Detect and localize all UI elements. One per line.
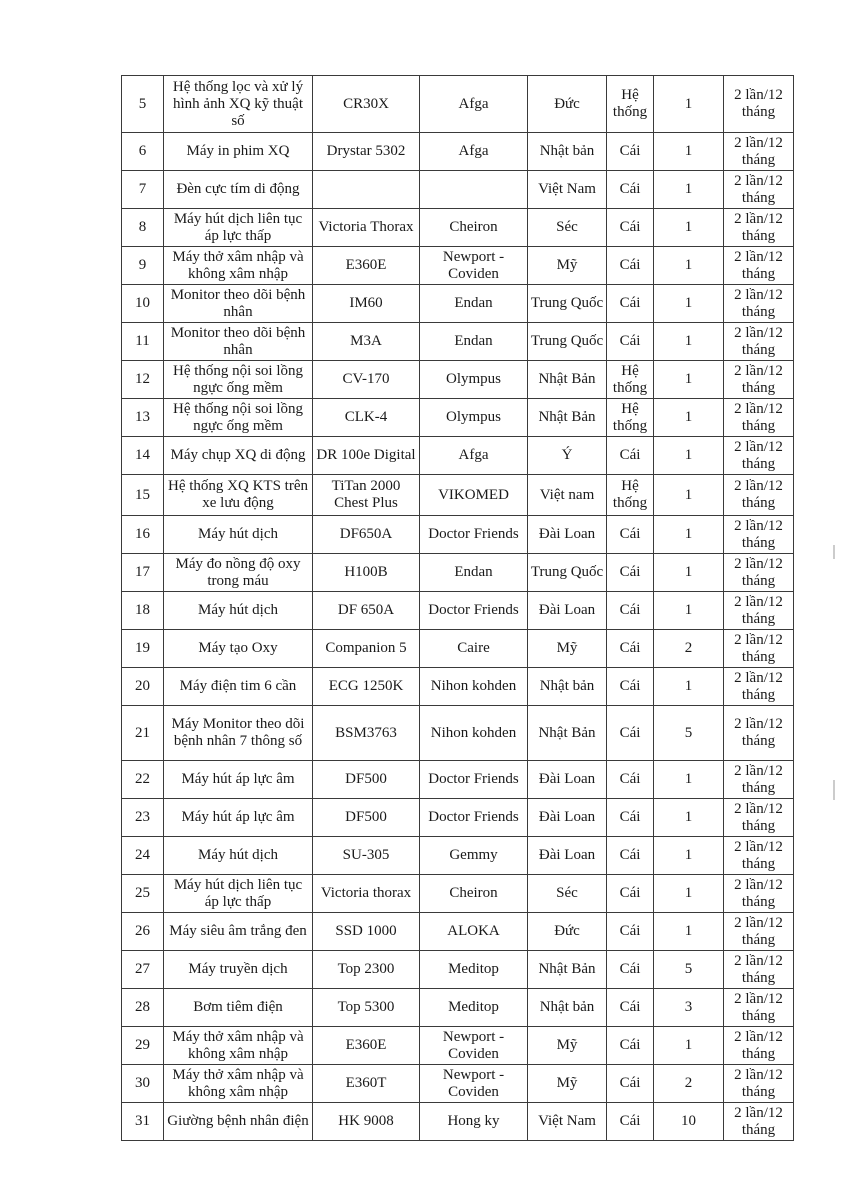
quantity-cell: 1 xyxy=(654,399,724,437)
model-cell: DF650A xyxy=(313,516,420,554)
quantity-cell: 1 xyxy=(654,761,724,799)
model-cell: HK 9008 xyxy=(313,1103,420,1141)
device-name-cell: Máy hút dịch xyxy=(164,837,313,875)
table-row xyxy=(122,989,794,1027)
unit-cell: Cái xyxy=(607,837,654,875)
quantity-cell: 1 xyxy=(654,554,724,592)
quantity-cell: 1 xyxy=(654,837,724,875)
unit-cell: Hệ thống xyxy=(607,475,654,516)
row-number-cell: 16 xyxy=(122,516,164,554)
device-name-cell: Máy in phim XQ xyxy=(164,133,313,171)
quantity-cell: 1 xyxy=(654,285,724,323)
quantity-cell: 1 xyxy=(654,76,724,133)
model-cell: E360T xyxy=(313,1065,420,1103)
quantity-cell: 1 xyxy=(654,323,724,361)
row-number-cell: 7 xyxy=(122,171,164,209)
manufacturer-cell: Olympus xyxy=(420,399,528,437)
origin-cell: Đài Loan xyxy=(528,761,607,799)
manufacturer-cell: VIKOMED xyxy=(420,475,528,516)
schedule-cell: 2 lần/12 tháng xyxy=(724,630,794,668)
row-number-cell: 19 xyxy=(122,630,164,668)
schedule-cell: 2 lần/12 tháng xyxy=(724,668,794,706)
device-name-cell: Máy tạo Oxy xyxy=(164,630,313,668)
model-cell: DR 100e Digital xyxy=(313,437,420,475)
schedule-cell: 2 lần/12 tháng xyxy=(724,323,794,361)
manufacturer-cell: Afga xyxy=(420,76,528,133)
quantity-cell: 1 xyxy=(654,592,724,630)
manufacturer-cell: Newport - Coviden xyxy=(420,247,528,285)
schedule-cell: 2 lần/12 tháng xyxy=(724,209,794,247)
table-row xyxy=(122,361,794,399)
device-name-cell: Máy đo nồng độ oxy trong máu xyxy=(164,554,313,592)
schedule-cell: 2 lần/12 tháng xyxy=(724,247,794,285)
unit-cell: Cái xyxy=(607,554,654,592)
manufacturer-cell: Cheiron xyxy=(420,875,528,913)
schedule-cell: 2 lần/12 tháng xyxy=(724,592,794,630)
origin-cell: Nhật Bản xyxy=(528,951,607,989)
table-row xyxy=(122,630,794,668)
manufacturer-cell: Caire xyxy=(420,630,528,668)
quantity-cell: 5 xyxy=(654,706,724,761)
unit-cell: Hệ thống xyxy=(607,76,654,133)
origin-cell: Nhật Bản xyxy=(528,399,607,437)
unit-cell: Cái xyxy=(607,630,654,668)
device-name-cell: Máy truyền dịch xyxy=(164,951,313,989)
row-number-cell: 25 xyxy=(122,875,164,913)
table-row xyxy=(122,285,794,323)
model-cell: DF 650A xyxy=(313,592,420,630)
quantity-cell: 1 xyxy=(654,475,724,516)
device-name-cell: Máy thở xâm nhập và không xâm nhập xyxy=(164,1027,313,1065)
origin-cell: Đức xyxy=(528,913,607,951)
model-cell: CLK-4 xyxy=(313,399,420,437)
unit-cell: Cái xyxy=(607,437,654,475)
unit-cell: Cái xyxy=(607,209,654,247)
manufacturer-cell: ALOKA xyxy=(420,913,528,951)
row-number-cell: 28 xyxy=(122,989,164,1027)
device-name-cell: Máy hút dịch liên tục áp lực thấp xyxy=(164,209,313,247)
manufacturer-cell: Nihon kohden xyxy=(420,706,528,761)
manufacturer-cell: Endan xyxy=(420,323,528,361)
model-cell xyxy=(313,171,420,209)
model-cell: E360E xyxy=(313,247,420,285)
table-row xyxy=(122,875,794,913)
row-number-cell: 31 xyxy=(122,1103,164,1141)
schedule-cell: 2 lần/12 tháng xyxy=(724,951,794,989)
model-cell: Victoria thorax xyxy=(313,875,420,913)
scan-edge-mark xyxy=(833,545,835,559)
model-cell: CR30X xyxy=(313,76,420,133)
schedule-cell: 2 lần/12 tháng xyxy=(724,1027,794,1065)
schedule-cell: 2 lần/12 tháng xyxy=(724,554,794,592)
unit-cell: Cái xyxy=(607,133,654,171)
row-number-cell: 10 xyxy=(122,285,164,323)
quantity-cell: 1 xyxy=(654,171,724,209)
unit-cell: Cái xyxy=(607,171,654,209)
row-number-cell: 5 xyxy=(122,76,164,133)
origin-cell: Mỹ xyxy=(528,1065,607,1103)
origin-cell: Trung Quốc xyxy=(528,323,607,361)
manufacturer-cell: Meditop xyxy=(420,951,528,989)
device-name-cell: Monitor theo dõi bệnh nhân xyxy=(164,323,313,361)
unit-cell: Cái xyxy=(607,1027,654,1065)
unit-cell: Cái xyxy=(607,668,654,706)
table-row xyxy=(122,837,794,875)
device-name-cell: Bơm tiêm điện xyxy=(164,989,313,1027)
manufacturer-cell: Doctor Friends xyxy=(420,761,528,799)
model-cell: DF500 xyxy=(313,799,420,837)
manufacturer-cell: Doctor Friends xyxy=(420,516,528,554)
origin-cell: Séc xyxy=(528,875,607,913)
unit-cell: Cái xyxy=(607,913,654,951)
origin-cell: Nhật bản xyxy=(528,668,607,706)
origin-cell: Trung Quốc xyxy=(528,554,607,592)
table-row xyxy=(122,171,794,209)
device-name-cell: Hệ thống lọc và xử lý hình ảnh XQ kỹ thuật số xyxy=(164,76,313,133)
origin-cell: Trung Quốc xyxy=(528,285,607,323)
origin-cell: Việt Nam xyxy=(528,1103,607,1141)
quantity-cell: 1 xyxy=(654,247,724,285)
scan-edge-mark xyxy=(833,780,835,800)
manufacturer-cell: Doctor Friends xyxy=(420,592,528,630)
quantity-cell: 2 xyxy=(654,1065,724,1103)
table-row xyxy=(122,1027,794,1065)
manufacturer-cell: Meditop xyxy=(420,989,528,1027)
unit-cell: Cái xyxy=(607,706,654,761)
quantity-cell: 10 xyxy=(654,1103,724,1141)
row-number-cell: 21 xyxy=(122,706,164,761)
quantity-cell: 1 xyxy=(654,209,724,247)
schedule-cell: 2 lần/12 tháng xyxy=(724,475,794,516)
table-row xyxy=(122,592,794,630)
manufacturer-cell: Newport - Coviden xyxy=(420,1027,528,1065)
origin-cell: Việt Nam xyxy=(528,171,607,209)
device-name-cell: Đèn cực tím di động xyxy=(164,171,313,209)
schedule-cell: 2 lần/12 tháng xyxy=(724,837,794,875)
manufacturer-cell: Olympus xyxy=(420,361,528,399)
unit-cell: Hệ thống xyxy=(607,399,654,437)
origin-cell: Séc xyxy=(528,209,607,247)
table-row xyxy=(122,209,794,247)
row-number-cell: 14 xyxy=(122,437,164,475)
row-number-cell: 20 xyxy=(122,668,164,706)
unit-cell: Cái xyxy=(607,875,654,913)
table-row xyxy=(122,399,794,437)
schedule-cell: 2 lần/12 tháng xyxy=(724,799,794,837)
row-number-cell: 11 xyxy=(122,323,164,361)
model-cell: IM60 xyxy=(313,285,420,323)
row-number-cell: 6 xyxy=(122,133,164,171)
origin-cell: Đài Loan xyxy=(528,837,607,875)
unit-cell: Cái xyxy=(607,989,654,1027)
row-number-cell: 23 xyxy=(122,799,164,837)
table-row xyxy=(122,516,794,554)
table-row xyxy=(122,1065,794,1103)
unit-cell: Cái xyxy=(607,592,654,630)
table-row xyxy=(122,76,794,133)
manufacturer-cell: Endan xyxy=(420,554,528,592)
quantity-cell: 1 xyxy=(654,1027,724,1065)
device-name-cell: Máy chụp XQ di động xyxy=(164,437,313,475)
quantity-cell: 1 xyxy=(654,799,724,837)
manufacturer-cell: Endan xyxy=(420,285,528,323)
quantity-cell: 5 xyxy=(654,951,724,989)
device-name-cell: Hệ thống XQ KTS trên xe lưu động xyxy=(164,475,313,516)
schedule-cell: 2 lần/12 tháng xyxy=(724,875,794,913)
row-number-cell: 24 xyxy=(122,837,164,875)
device-name-cell: Máy hút áp lực âm xyxy=(164,799,313,837)
schedule-cell: 2 lần/12 tháng xyxy=(724,399,794,437)
unit-cell: Cái xyxy=(607,1065,654,1103)
table-row xyxy=(122,475,794,516)
table-row xyxy=(122,133,794,171)
schedule-cell: 2 lần/12 tháng xyxy=(724,76,794,133)
model-cell: SU-305 xyxy=(313,837,420,875)
schedule-cell: 2 lần/12 tháng xyxy=(724,285,794,323)
model-cell: Companion 5 xyxy=(313,630,420,668)
quantity-cell: 3 xyxy=(654,989,724,1027)
schedule-cell: 2 lần/12 tháng xyxy=(724,437,794,475)
device-name-cell: Máy thở xâm nhập và không xâm nhập xyxy=(164,247,313,285)
schedule-cell: 2 lần/12 tháng xyxy=(724,171,794,209)
table-row xyxy=(122,554,794,592)
unit-cell: Cái xyxy=(607,323,654,361)
device-name-cell: Hệ thống nội soi lồng ngực ống mềm xyxy=(164,399,313,437)
quantity-cell: 1 xyxy=(654,437,724,475)
unit-cell: Cái xyxy=(607,951,654,989)
schedule-cell: 2 lần/12 tháng xyxy=(724,706,794,761)
quantity-cell: 1 xyxy=(654,516,724,554)
quantity-cell: 1 xyxy=(654,133,724,171)
manufacturer-cell: Nihon kohden xyxy=(420,668,528,706)
row-number-cell: 12 xyxy=(122,361,164,399)
row-number-cell: 29 xyxy=(122,1027,164,1065)
equipment-table-body xyxy=(122,76,794,1141)
model-cell: Top 5300 xyxy=(313,989,420,1027)
row-number-cell: 15 xyxy=(122,475,164,516)
manufacturer-cell: Newport - Coviden xyxy=(420,1065,528,1103)
device-name-cell: Máy siêu âm trắng đen xyxy=(164,913,313,951)
row-number-cell: 18 xyxy=(122,592,164,630)
row-number-cell: 30 xyxy=(122,1065,164,1103)
origin-cell: Mỹ xyxy=(528,247,607,285)
table-row xyxy=(122,951,794,989)
schedule-cell: 2 lần/12 tháng xyxy=(724,1103,794,1141)
unit-cell: Cái xyxy=(607,1103,654,1141)
model-cell: SSD 1000 xyxy=(313,913,420,951)
table-row xyxy=(122,706,794,761)
origin-cell: Đức xyxy=(528,76,607,133)
quantity-cell: 1 xyxy=(654,668,724,706)
row-number-cell: 8 xyxy=(122,209,164,247)
unit-cell: Cái xyxy=(607,799,654,837)
manufacturer-cell: Gemmy xyxy=(420,837,528,875)
quantity-cell: 2 xyxy=(654,630,724,668)
row-number-cell: 27 xyxy=(122,951,164,989)
device-name-cell: Monitor theo dõi bệnh nhân xyxy=(164,285,313,323)
quantity-cell: 1 xyxy=(654,361,724,399)
row-number-cell: 9 xyxy=(122,247,164,285)
model-cell: Top 2300 xyxy=(313,951,420,989)
device-name-cell: Máy Monitor theo dõi bệnh nhân 7 thông số xyxy=(164,706,313,761)
model-cell: BSM3763 xyxy=(313,706,420,761)
manufacturer-cell xyxy=(420,171,528,209)
model-cell: Drystar 5302 xyxy=(313,133,420,171)
origin-cell: Nhật Bản xyxy=(528,361,607,399)
device-name-cell: Máy thở xâm nhập và không xâm nhập xyxy=(164,1065,313,1103)
row-number-cell: 22 xyxy=(122,761,164,799)
origin-cell: Đài Loan xyxy=(528,592,607,630)
quantity-cell: 1 xyxy=(654,875,724,913)
model-cell: Victoria Thorax xyxy=(313,209,420,247)
origin-cell: Việt nam xyxy=(528,475,607,516)
unit-cell: Cái xyxy=(607,761,654,799)
model-cell: E360E xyxy=(313,1027,420,1065)
table-row xyxy=(122,668,794,706)
origin-cell: Nhật bản xyxy=(528,989,607,1027)
manufacturer-cell: Afga xyxy=(420,133,528,171)
row-number-cell: 26 xyxy=(122,913,164,951)
unit-cell: Cái xyxy=(607,516,654,554)
manufacturer-cell: Afga xyxy=(420,437,528,475)
quantity-cell: 1 xyxy=(654,913,724,951)
origin-cell: Mỹ xyxy=(528,630,607,668)
device-name-cell: Máy hút áp lực âm xyxy=(164,761,313,799)
device-name-cell: Giường bệnh nhân điện xyxy=(164,1103,313,1141)
schedule-cell: 2 lần/12 tháng xyxy=(724,516,794,554)
row-number-cell: 17 xyxy=(122,554,164,592)
model-cell: DF500 xyxy=(313,761,420,799)
table-row xyxy=(122,323,794,361)
device-name-cell: Máy điện tim 6 cần xyxy=(164,668,313,706)
schedule-cell: 2 lần/12 tháng xyxy=(724,133,794,171)
origin-cell: Đài Loan xyxy=(528,799,607,837)
table-row xyxy=(122,761,794,799)
model-cell: CV-170 xyxy=(313,361,420,399)
schedule-cell: 2 lần/12 tháng xyxy=(724,913,794,951)
origin-cell: Ý xyxy=(528,437,607,475)
unit-cell: Hệ thống xyxy=(607,361,654,399)
schedule-cell: 2 lần/12 tháng xyxy=(724,361,794,399)
unit-cell: Cái xyxy=(607,247,654,285)
manufacturer-cell: Doctor Friends xyxy=(420,799,528,837)
unit-cell: Cái xyxy=(607,285,654,323)
table-row xyxy=(122,913,794,951)
schedule-cell: 2 lần/12 tháng xyxy=(724,761,794,799)
equipment-table xyxy=(121,75,794,1141)
origin-cell: Đài Loan xyxy=(528,516,607,554)
schedule-cell: 2 lần/12 tháng xyxy=(724,989,794,1027)
device-name-cell: Máy hút dịch liên tục áp lực thấp xyxy=(164,875,313,913)
model-cell: TiTan 2000 Chest Plus xyxy=(313,475,420,516)
model-cell: ECG 1250K xyxy=(313,668,420,706)
table-row xyxy=(122,799,794,837)
row-number-cell: 13 xyxy=(122,399,164,437)
schedule-cell: 2 lần/12 tháng xyxy=(724,1065,794,1103)
manufacturer-cell: Hong ky xyxy=(420,1103,528,1141)
device-name-cell: Hệ thống nội soi lồng ngực ống mềm xyxy=(164,361,313,399)
device-name-cell: Máy hút dịch xyxy=(164,592,313,630)
table-row xyxy=(122,1103,794,1141)
model-cell: H100B xyxy=(313,554,420,592)
origin-cell: Nhật Bản xyxy=(528,706,607,761)
origin-cell: Mỹ xyxy=(528,1027,607,1065)
origin-cell: Nhật bản xyxy=(528,133,607,171)
manufacturer-cell: Cheiron xyxy=(420,209,528,247)
device-name-cell: Máy hút dịch xyxy=(164,516,313,554)
table-row xyxy=(122,437,794,475)
table-row xyxy=(122,247,794,285)
model-cell: M3A xyxy=(313,323,420,361)
